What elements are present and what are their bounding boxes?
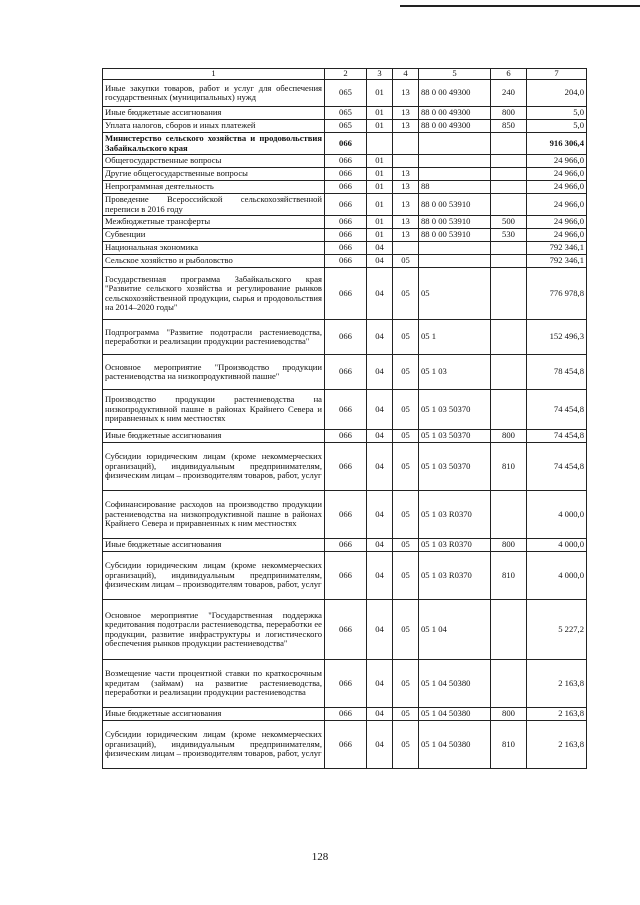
header-cell-type: 6 bbox=[491, 69, 527, 80]
budget-table bbox=[102, 68, 587, 769]
table-row bbox=[103, 443, 587, 491]
cell-code: 066 bbox=[325, 443, 367, 491]
table-row bbox=[103, 430, 587, 443]
cell-type bbox=[491, 242, 527, 255]
table-row bbox=[103, 491, 587, 539]
cell-sum: 24 966,0 bbox=[527, 229, 587, 242]
cell-target: 05 1 03 R0370 bbox=[419, 552, 491, 600]
cell-code: 066 bbox=[325, 552, 367, 600]
cell-target: 05 1 03 50370 bbox=[419, 390, 491, 430]
cell-subsection bbox=[393, 133, 419, 155]
cell-code: 066 bbox=[325, 133, 367, 155]
header-cell-section: 3 bbox=[367, 69, 393, 80]
table-row bbox=[103, 552, 587, 600]
cell-target: 88 0 00 53910 bbox=[419, 194, 491, 216]
cell-target bbox=[419, 155, 491, 168]
cell-code: 066 bbox=[325, 539, 367, 552]
cell-sum: 24 966,0 bbox=[527, 194, 587, 216]
cell-section: 04 bbox=[367, 390, 393, 430]
cell-section: 04 bbox=[367, 255, 393, 268]
cell-type: 810 bbox=[491, 721, 527, 769]
cell-name: Основное мероприятие "Производство продукции растениеводства на низкопродуктивной пашне" bbox=[103, 355, 325, 390]
cell-name: Производство продукции растениеводства на низкопродуктивной пашне в районах Крайнего Севера и приравненных к ним местностях bbox=[103, 390, 325, 430]
cell-code: 066 bbox=[325, 255, 367, 268]
table-row bbox=[103, 600, 587, 660]
cell-sum: 5 227,2 bbox=[527, 600, 587, 660]
table-row bbox=[103, 320, 587, 355]
cell-subsection: 05 bbox=[393, 660, 419, 708]
header-cell-subsection: 4 bbox=[393, 69, 419, 80]
cell-subsection: 05 bbox=[393, 443, 419, 491]
table-row bbox=[103, 107, 587, 120]
cell-code: 066 bbox=[325, 216, 367, 229]
cell-name: Субсидии юридическим лицам (кроме некоммерческих организаций), индивидуальным предпринимателям, физическим лицам – производителям товаров, работ, услуг bbox=[103, 552, 325, 600]
cell-section: 01 bbox=[367, 194, 393, 216]
cell-type bbox=[491, 491, 527, 539]
cell-sum: 78 454,8 bbox=[527, 355, 587, 390]
cell-section: 01 bbox=[367, 229, 393, 242]
cell-type bbox=[491, 155, 527, 168]
cell-type bbox=[491, 355, 527, 390]
cell-subsection: 13 bbox=[393, 194, 419, 216]
cell-type bbox=[491, 194, 527, 216]
cell-name: Министерство сельского хозяйства и продовольствия Забайкальского края bbox=[103, 133, 325, 155]
table-row bbox=[103, 80, 587, 107]
cell-target: 88 0 00 49300 bbox=[419, 107, 491, 120]
header-cell-target: 5 bbox=[419, 69, 491, 80]
cell-subsection: 05 bbox=[393, 320, 419, 355]
cell-section: 04 bbox=[367, 600, 393, 660]
cell-type: 800 bbox=[491, 430, 527, 443]
cell-section: 01 bbox=[367, 168, 393, 181]
cell-section: 04 bbox=[367, 552, 393, 600]
cell-sum: 74 454,8 bbox=[527, 390, 587, 430]
cell-section bbox=[367, 133, 393, 155]
cell-sum: 2 163,8 bbox=[527, 721, 587, 769]
cell-sum: 152 496,3 bbox=[527, 320, 587, 355]
cell-target: 88 0 00 49300 bbox=[419, 120, 491, 133]
cell-name: Проведение Всероссийской сельскохозяйственной переписи в 2016 году bbox=[103, 194, 325, 216]
cell-sum: 5,0 bbox=[527, 120, 587, 133]
cell-type: 240 bbox=[491, 80, 527, 107]
cell-target: 88 0 00 53910 bbox=[419, 216, 491, 229]
table-row bbox=[103, 255, 587, 268]
cell-section: 01 bbox=[367, 80, 393, 107]
table-row bbox=[103, 660, 587, 708]
cell-subsection bbox=[393, 155, 419, 168]
cell-target: 05 1 04 50380 bbox=[419, 721, 491, 769]
cell-sum: 4 000,0 bbox=[527, 552, 587, 600]
cell-code: 066 bbox=[325, 194, 367, 216]
header-cell-sum: 7 bbox=[527, 69, 587, 80]
table-row bbox=[103, 721, 587, 769]
cell-target: 05 1 03 R0370 bbox=[419, 491, 491, 539]
table-row bbox=[103, 229, 587, 242]
table-row bbox=[103, 268, 587, 320]
cell-name: Софинансирование расходов на производство продукции растениеводства на низкопродуктивной пашне в районах Крайнего Севера и приравненных к ним местностях bbox=[103, 491, 325, 539]
cell-code: 066 bbox=[325, 708, 367, 721]
cell-name: Иные бюджетные ассигнования bbox=[103, 107, 325, 120]
cell-code: 065 bbox=[325, 120, 367, 133]
cell-type bbox=[491, 181, 527, 194]
table-row bbox=[103, 355, 587, 390]
cell-target: 88 0 00 49300 bbox=[419, 80, 491, 107]
cell-code: 066 bbox=[325, 181, 367, 194]
cell-target: 05 bbox=[419, 268, 491, 320]
cell-type bbox=[491, 133, 527, 155]
cell-name: Уплата налогов, сборов и иных платежей bbox=[103, 120, 325, 133]
cell-code: 066 bbox=[325, 320, 367, 355]
cell-sum: 792 346,1 bbox=[527, 242, 587, 255]
cell-sum: 792 346,1 bbox=[527, 255, 587, 268]
header-cell-code: 2 bbox=[325, 69, 367, 80]
cell-code: 066 bbox=[325, 721, 367, 769]
cell-type bbox=[491, 660, 527, 708]
cell-type bbox=[491, 390, 527, 430]
cell-target: 05 1 04 bbox=[419, 600, 491, 660]
table-row bbox=[103, 194, 587, 216]
cell-code: 066 bbox=[325, 355, 367, 390]
cell-name: Иные бюджетные ассигнования bbox=[103, 430, 325, 443]
cell-name: Возмещение части процентной ставки по краткосрочным кредитам (займам) на развитие растениеводства, переработки и реализации продукции растениеводства bbox=[103, 660, 325, 708]
cell-sum: 24 966,0 bbox=[527, 181, 587, 194]
cell-target: 05 1 03 50370 bbox=[419, 430, 491, 443]
cell-sum: 24 966,0 bbox=[527, 168, 587, 181]
cell-subsection: 13 bbox=[393, 181, 419, 194]
cell-section: 04 bbox=[367, 355, 393, 390]
cell-subsection bbox=[393, 242, 419, 255]
cell-section: 04 bbox=[367, 721, 393, 769]
cell-name: Субвенции bbox=[103, 229, 325, 242]
cell-code: 065 bbox=[325, 107, 367, 120]
table-row bbox=[103, 120, 587, 133]
cell-code: 066 bbox=[325, 600, 367, 660]
cell-code: 066 bbox=[325, 155, 367, 168]
cell-type: 530 bbox=[491, 229, 527, 242]
table-row bbox=[103, 242, 587, 255]
cell-subsection: 13 bbox=[393, 168, 419, 181]
cell-type bbox=[491, 168, 527, 181]
cell-target bbox=[419, 255, 491, 268]
cell-code: 065 bbox=[325, 80, 367, 107]
cell-type: 810 bbox=[491, 443, 527, 491]
table-row bbox=[103, 155, 587, 168]
cell-subsection: 05 bbox=[393, 255, 419, 268]
table-row bbox=[103, 181, 587, 194]
cell-name: Иные бюджетные ассигнования bbox=[103, 539, 325, 552]
cell-section: 01 bbox=[367, 216, 393, 229]
header-row bbox=[103, 69, 587, 80]
cell-section: 04 bbox=[367, 491, 393, 539]
cell-section: 04 bbox=[367, 242, 393, 255]
cell-subsection: 05 bbox=[393, 539, 419, 552]
cell-name: Непрограммная деятельность bbox=[103, 181, 325, 194]
cell-sum: 2 163,8 bbox=[527, 708, 587, 721]
cell-section: 04 bbox=[367, 268, 393, 320]
cell-target: 05 1 bbox=[419, 320, 491, 355]
cell-subsection: 05 bbox=[393, 355, 419, 390]
cell-code: 066 bbox=[325, 268, 367, 320]
table-row bbox=[103, 168, 587, 181]
table-row bbox=[103, 539, 587, 552]
cell-target: 88 0 00 53910 bbox=[419, 229, 491, 242]
cell-section: 01 bbox=[367, 181, 393, 194]
cell-type: 800 bbox=[491, 107, 527, 120]
cell-type bbox=[491, 268, 527, 320]
cell-subsection: 05 bbox=[393, 430, 419, 443]
cell-sum: 2 163,8 bbox=[527, 660, 587, 708]
cell-target: 88 bbox=[419, 181, 491, 194]
cell-subsection: 13 bbox=[393, 229, 419, 242]
cell-name: Межбюджетные трансферты bbox=[103, 216, 325, 229]
cell-type bbox=[491, 255, 527, 268]
cell-subsection: 05 bbox=[393, 600, 419, 660]
cell-section: 04 bbox=[367, 320, 393, 355]
cell-name: Субсидии юридическим лицам (кроме некоммерческих организаций), индивидуальным предпринимателям, физическим лицам – производителям товаров, работ, услуг bbox=[103, 721, 325, 769]
page-number: 128 bbox=[311, 851, 329, 863]
cell-target: 05 1 03 R0370 bbox=[419, 539, 491, 552]
cell-section: 04 bbox=[367, 430, 393, 443]
cell-subsection: 13 bbox=[393, 120, 419, 133]
cell-sum: 776 978,8 bbox=[527, 268, 587, 320]
cell-sum: 204,0 bbox=[527, 80, 587, 107]
cell-target: 05 1 04 50380 bbox=[419, 708, 491, 721]
cell-type bbox=[491, 600, 527, 660]
cell-target: 05 1 04 50380 bbox=[419, 660, 491, 708]
cell-section: 04 bbox=[367, 708, 393, 721]
cell-type: 850 bbox=[491, 120, 527, 133]
table-row bbox=[103, 133, 587, 155]
cell-name: Общегосударственные вопросы bbox=[103, 155, 325, 168]
cell-type: 800 bbox=[491, 539, 527, 552]
cell-subsection: 13 bbox=[393, 80, 419, 107]
cell-subsection: 13 bbox=[393, 107, 419, 120]
cell-type: 500 bbox=[491, 216, 527, 229]
cell-target bbox=[419, 242, 491, 255]
cell-target: 05 1 03 bbox=[419, 355, 491, 390]
cell-name: Национальная экономика bbox=[103, 242, 325, 255]
cell-name: Иные бюджетные ассигнования bbox=[103, 708, 325, 721]
cell-target bbox=[419, 133, 491, 155]
cell-sum: 5,0 bbox=[527, 107, 587, 120]
cell-subsection: 05 bbox=[393, 491, 419, 539]
cell-type: 800 bbox=[491, 708, 527, 721]
cell-code: 066 bbox=[325, 491, 367, 539]
cell-name: Государственная программа Забайкальского края "Развитие сельского хозяйства и регулирование рынков сельскохозяйственной продукции, сырья и продовольствия на 2014–2020 годы" bbox=[103, 268, 325, 320]
cell-code: 066 bbox=[325, 430, 367, 443]
table-row bbox=[103, 708, 587, 721]
cell-code: 066 bbox=[325, 168, 367, 181]
cell-section: 04 bbox=[367, 539, 393, 552]
cell-code: 066 bbox=[325, 242, 367, 255]
cell-sum: 74 454,8 bbox=[527, 443, 587, 491]
cell-sum: 4 000,0 bbox=[527, 491, 587, 539]
top-rule bbox=[400, 5, 640, 7]
cell-type bbox=[491, 320, 527, 355]
table-row bbox=[103, 390, 587, 430]
cell-subsection: 05 bbox=[393, 708, 419, 721]
cell-sum: 916 306,4 bbox=[527, 133, 587, 155]
cell-code: 066 bbox=[325, 390, 367, 430]
cell-name: Субсидии юридическим лицам (кроме некоммерческих организаций), индивидуальным предпринимателям, физическим лицам – производителям товаров, работ, услуг bbox=[103, 443, 325, 491]
cell-subsection: 05 bbox=[393, 390, 419, 430]
table-body bbox=[103, 80, 587, 769]
cell-name: Подпрограмма "Развитие подотрасли растениеводства, переработки и реализации продукции растениеводства" bbox=[103, 320, 325, 355]
cell-subsection: 05 bbox=[393, 721, 419, 769]
cell-name: Другие общегосударственные вопросы bbox=[103, 168, 325, 181]
cell-subsection: 13 bbox=[393, 216, 419, 229]
cell-sum: 24 966,0 bbox=[527, 155, 587, 168]
cell-target bbox=[419, 168, 491, 181]
cell-section: 01 bbox=[367, 120, 393, 133]
cell-subsection: 05 bbox=[393, 552, 419, 600]
cell-section: 01 bbox=[367, 107, 393, 120]
cell-code: 066 bbox=[325, 660, 367, 708]
cell-name: Сельское хозяйство и рыболовство bbox=[103, 255, 325, 268]
table-row bbox=[103, 216, 587, 229]
cell-subsection: 05 bbox=[393, 268, 419, 320]
cell-section: 01 bbox=[367, 155, 393, 168]
cell-name: Иные закупки товаров, работ и услуг для обеспечения государственных (муниципальных) нужд bbox=[103, 80, 325, 107]
cell-target: 05 1 03 50370 bbox=[419, 443, 491, 491]
cell-type: 810 bbox=[491, 552, 527, 600]
cell-section: 04 bbox=[367, 443, 393, 491]
cell-code: 066 bbox=[325, 229, 367, 242]
cell-sum: 74 454,8 bbox=[527, 430, 587, 443]
header-cell-name: 1 bbox=[103, 69, 325, 80]
cell-section: 04 bbox=[367, 660, 393, 708]
cell-sum: 4 000,0 bbox=[527, 539, 587, 552]
cell-name: Основное мероприятие "Государственная поддержка кредитования подотрасли растениеводства, переработки ее продукции, развитие инфраструктуры и логистического обеспечения рынков продукции растениеводства" bbox=[103, 600, 325, 660]
cell-sum: 24 966,0 bbox=[527, 216, 587, 229]
